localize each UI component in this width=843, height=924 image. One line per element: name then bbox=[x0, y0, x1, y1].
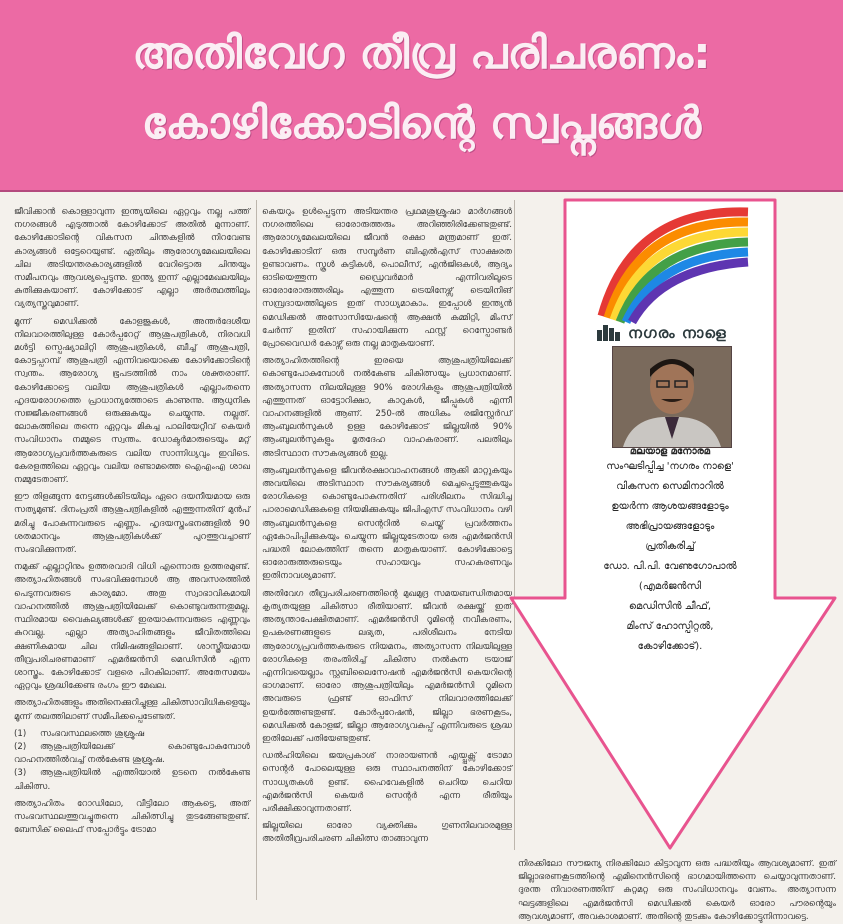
list-text: ആശുപത്രിയിൽ എത്തിയാൽ ഉടനെ നൽകേണ്ട ചികിത്സ. bbox=[14, 768, 250, 792]
article-column-2 bbox=[262, 206, 512, 896]
paragraph: അത്യാഹിതം റോഡിലോ, വീട്ടിലോ ആകട്ടെ, അത് സംഭവസ്ഥലത്തുവച്ചുതന്നെ ചികിത്സിച്ചു തുടങ്ങേണ്ടതുണ്ട്. ബേസിക് ലൈഫ് സപ്പോർട്ടും ട്രോമാ bbox=[14, 798, 250, 836]
caption-line: വികസന സെമിനാറിൽ bbox=[616, 481, 724, 492]
paragraph: ജീവിക്കാൻ കൊള്ളാവുന്ന ഇന്ത്യയിലെ ഏറ്റവും നല്ല പത്ത് നഗരങ്ങൾ എടുത്താൽ കോഴിക്കോട് അതിൽ മുന്നാണ്. കോഴിക്കോടിന്റെ വികസന ചിന്തകളിൽ നിറവേണ്ട കാര്യങ്ങൾ ഒട്ടേറെയുണ്ട്. ഏതിലും ആരോഗ്യമേഖലയിലെ ചില അടിയന്തരകാര്യങ്ങളിൽ വേറിട്ടൊരു ചിന്തയും സമീപനവും ആവശ്യപ്പെടുന്നു. ഇന്ത്യ ഇന്ന് എല്ലാമേഖലയിലും കുതിക്കുകയാണ്. കോഴിക്കോട് എല്ലാ അർത്ഥത്തിലും വ്യത്യസ്തവുമാണ്. bbox=[14, 207, 250, 310]
brand-name: നഗരം നാളെ bbox=[628, 324, 727, 342]
author-photo bbox=[612, 346, 732, 448]
paragraph: ആംബുലൻസുകളെ ജീവൻരക്ഷാവാഹനങ്ങൾ ആക്കി മാറ്റുകയും അവയിലെ അടിസ്ഥാന സൗകര്യങ്ങൾ മെച്ചപ്പെടുത്തുകയും രോഗികളെ കൊണ്ടുപോകുന്നതിന് പരിശീലനം സിദ്ധിച്ച പാരാമെഡിക്കുകളെ നിയമിക്കുകയും ജിപിഎസ് സംവിധാനം വഴി ആംബുലൻസുകളെ സെന്ററിൽ ചെയ്ത് പ്രവർത്തനം ഏകോപിപ്പിക്കുകയും ചെയ്യുന്ന ജില്ലയുടേതായ ഒരു എമർജൻസി പദ്ധതി ലോകത്തിന് തന്നെ മാതൃകയാണ്. കോഴിക്കോട്ടെ ഓരോരുത്തരുടെയും സഹായവും സഹകരണവും ഇതിനാവശ്യമാണ്. bbox=[262, 465, 512, 582]
paragraph: നിരക്കിലോ സൗജന്യ നിരക്കിലോ കിട്ടാവുന്ന ഒരു പദ്ധതിയും ആവശ്യമാണ്. ഇത് ജില്ലാഭരണകൂടത്തിന്റെ എമിനെൻസിന്റെ ഭാഗമായിത്തന്നെ ചെയ്യാവുന്നതാണ്. ദുരന്ത നിവാരണത്തിന് കുറ്റമറ്റ ഒരു സംവിധാനവും വേണം. അത്യാസന്ന ഘട്ടങ്ങളിലെ എമർജൻസി മെഡിക്കൽ കെയർ ഓരോ പൗരന്റെയും ആവശ്യമാണ്, അവകാശമാണ്. അതിന്റെ തുടക്കം കോഴിക്കോട്ടുനിന്നാവട്ടെ. bbox=[518, 859, 836, 922]
paragraph: ജില്ലയിലെ ഓരോ വ്യക്തിക്കും ഗുണനിലവാരമുള്ള അതിതീവ്രപരിചരണ ചികിത്സ താങ്ങാവുന്ന bbox=[262, 821, 512, 845]
paragraph: അതിവേഗ തീവ്രപരിചരണത്തിന്റെ മുഖമുദ്ര സമയബന്ധിതമായ കൃത്യതയുള്ള ചികിത്സാ രീതിയാണ്. ജീവൻ രക്ഷയ്ക്ക് ഇത് അത്യന്താപേക്ഷിതമാണ്. എമർജൻസി റൂമിന്റെ നവീകരണം, ഉപകരണങ്ങളുടെ ലഭ്യത, പരിശീലനം നേടിയ ആരോഗ്യപ്രവർത്തകരുടെ നിയമനം, അത്യാസന്ന നിലയിലുള്ള രോഗികളെ തരംതിരിച്ച് ചികിത്സ നൽകുന്ന ട്രയാജ് എന്നിവയെല്ലാം സ്റ്റബിലൈസേഷൻ എമർജൻസി കെയറിന്റെ ഭാഗമാണ്. ഓരോ ആശുപത്രിയിലും എമർജൻസി റൂമിനെ അവരുടെ ഫ്രണ്ട് ഓഫിസ് നിലവാരത്തിലേക്ക് ഉയർത്തേണ്ടതുണ്ട്. കോർപ്പറേഷൻ, ജില്ലാ ഭരണകൂടം, മെഡിക്കൽ കോളജ്, ജില്ലാ ആരോഗ്യവകുപ്പ് എന്നിവരുടെ ശ്രദ്ധ ഇതിലേക്ക് പതിയേണ്ടതുണ്ട്. bbox=[262, 588, 512, 744]
article-column-1 bbox=[14, 206, 250, 896]
list-number: (1) bbox=[14, 728, 27, 739]
rainbow-icon bbox=[592, 198, 752, 322]
paragraph: ഡൽഹിയിലെ ജയപ്രകാശ് നാരായണൻ എയ്പ്പക്സ് ട്രോമാ സെന്റർ പോലെയുള്ള ഒരു സ്ഥാപനത്തിന് കോഴിക്കോട് സാധ്യതകൾ ഉണ്ട്. ഹൈവേകളിൽ ചെറിയ ചെറിയ എമർജൻസി കെയർ സെന്റർ എന്ന രീതിയും പരീക്ഷിക്കാവുന്നതാണ്. bbox=[262, 751, 512, 814]
list-text: സംഭവസ്ഥലത്തെ ശുശ്രൂഷ bbox=[40, 728, 145, 739]
nagaram-nale-logo bbox=[592, 198, 752, 346]
paragraph: മൂന്ന് മെഡിക്കൽ കോളജുകൾ, അന്തർദേശീയ നിലവാരത്തിലുള്ള കോർപ്പറേറ്റ് ആശുപത്രികൾ, നിരവധി മൾട്ടി സ്പെഷ്യാലിറ്റി ആശുപത്രികൾ, ബീച്ച് ആശുപത്രി, കോട്ടപ്പറമ്പ് ആശുപത്രി എന്നിവയൊക്കെ കോഴിക്കോടിന്റെ സ്വന്തം. ആരോഗ്യ ഭൂപടത്തിൽ നാം ശക്തരാണ്. കോഴിക്കോട്ടെ വലിയ ആശുപത്രികൾ എല്ലാംതന്നെ ഹൃദയരോഗത്തെ പ്രാധാന്യത്തോടെ കാണുന്നു. ആധുനിക സജ്ജീകരണങ്ങൾ ഒരുക്കുകയും ചെയ്യുന്നു. നല്ലത്. ലോകത്തിലെ തന്നെ ഏറ്റവും മികച്ച പാലിയേറ്റീവ് കെയർ സംവിധാനം നമ്മുടെ സ്വന്തം. ഡോക്ടർമാരുടെയും മറ്റ് ആരോഗ്യപ്രവർത്തകരുടെ വലിയ സാന്നിധ്യവും ഇവിടെ. കേരളത്തിലെ ഏറ്റവും വലിയ രണ്ടാമത്തെ ഐഎംഎ ശാഖ നമ്മുടേതാണ്. bbox=[14, 316, 250, 486]
portrait-image bbox=[613, 347, 731, 447]
list-number: (3) bbox=[14, 768, 27, 779]
city-icon bbox=[596, 322, 622, 342]
headline-line-1: അതിവേഗ തീവ്ര പരിചരണം: bbox=[132, 28, 711, 79]
paragraph: അത്യാഹിതത്തിന്റെ ഇരയെ ആശുപത്രിയിലേക്ക് കൊണ്ടുപോകുമ്പോൾ നൽകേണ്ട ചികിത്സയും പ്രധാനമാണ്. അത്യാസന്ന നിലയിലുള്ള 90% രോഗികളും ആശുപത്രിയിൽ എത്തുന്നത് ഓട്ടോറിക്ഷാ, കാറുകൾ, ജീപ്പുകൾ എന്നീ വാഹനങ്ങളിൽ ആണ്. 250-ൽ അധികം രജിസ്റ്റേർഡ് ആംബുലൻസുകൾ ഉള്ള കോഴിക്കോട് ജില്ലയിൽ 90% ആംബുലൻസുകളും മൃതദേഹ വാഹകരാണ്. പലതിലും അടിസ്ഥാന സൗകര്യങ്ങൾ ഇല്ല. bbox=[262, 356, 512, 459]
list-item bbox=[14, 741, 250, 767]
paragraph: കെയറും ഉൾപ്പെടുന്ന അടിയന്തര പ്രഥമശുശ്രൂഷാ മാർഗങ്ങൾ നഗരത്തിലെ ഓരോരുത്തരും അറിഞ്ഞിരിക്കേണ്ടതുണ്ട്. ആരോഗ്യമേഖലയിലെ ജീവൻ രക്ഷാ മന്ത്രമാണ് ഇത്. കോഴിക്കോടിന് ഒരു സമ്പൂർണ ബിഎൽഎസ് സാക്ഷരത ഉണ്ടാവണം. സ്കൂൾ കുട്ടികൾ, പൊലീസ്, എൻജിഒകൾ, ആദ്യം ഓടിയെത്തുന്ന ഡ്രൈവർമാർ എന്നിവരിലൂടെ ഓരോരോരുത്തരിലും എത്തുന്ന ട്രെയിനേഴ്സ് ട്രെയിനിങ് സമ്പ്രദായത്തിലൂടെ ഇത് സാധ്യമാകാം. ഇപ്പോൾ ഇന്ത്യൻ മെഡിക്കൽ അസോസിയേഷന്റെ ആക്ഷൻ കമ്മിറ്റി, മിംസ് ചേർന്ന് ഇതിന് സഹായിക്കുന്ന ഫസ്റ്റ് റെസ്പോണ്ടർ പ്രോവൈഡർ കോഴ്സ് ഒരു നല്ല മാതൃകയാണ്. bbox=[262, 207, 512, 350]
caption-line: മെഡിസിൻ ചീഫ്, bbox=[628, 601, 712, 612]
caption-line: സംഘടിപ്പിച്ച 'നഗരം നാളെ' bbox=[606, 461, 734, 472]
list-text: ആശുപത്രിയിലേക്ക് കൊണ്ടുപോകുമ്പോൾ വാഹനത്തിൽവച്ച് നൽകേണ്ട ശുശ്രൂഷ. bbox=[14, 741, 250, 766]
paragraph: നമുക്ക് എല്ലാറ്റിനും ഉത്തരവാദി വിധി എന്നൊരു ഉത്തരമുണ്ട്. അത്യാഹിതങ്ങൾ സംഭവിക്കുമ്പോൾ ആ അവസരത്തിൽ പെടുന്നവരുടെ കാര്യമോ. അതു സ്വാഭാവികമായി വാഹനത്തിൽ ആശുപത്രിയിലേക്ക് കൊണ്ടുവരുന്നതുമല്ല. സ്ഥിരമായ വൈകല്യങ്ങൾക്ക് ഇരയാകുന്നവരുടെ എണ്ണവും കുറവല്ല. എല്ലാ അത്യാഹിതങ്ങളും ജീവിതത്തിലെ ക്ഷണികമായ ചില നിമിഷങ്ങളിലാണ്. ശാസ്ത്രീയമായ തീവ്രപരിചരണമാണ് എമർജൻസി മെഡിസിൻ എന്ന ശാസ്ത്രം. കോഴിക്കോട് വളരെ പിറകിലാണ്. അതേസമയം ഏറ്റവും ശ്രദ്ധിക്കേണ്ട രംഗം ഈ മേഖല. bbox=[14, 562, 250, 692]
caption-line: ഉയർന്ന ആശയങ്ങളോടും bbox=[611, 501, 729, 512]
list-number: (2) bbox=[14, 741, 27, 752]
caption-line: അഭിപ്രായങ്ങളോടും bbox=[625, 521, 715, 532]
headline-line-2: കോഴിക്കോടിന്റെ സ്വപ്നങ്ങൾ bbox=[141, 98, 702, 149]
caption-line: ഡോ. പി.പി. വേണുഗോപാൽ bbox=[603, 561, 737, 572]
list-item bbox=[14, 767, 250, 793]
column-divider bbox=[256, 200, 257, 900]
caption-line: മലയാള മനോരമ bbox=[629, 446, 711, 457]
photo-caption bbox=[560, 444, 780, 654]
list-item bbox=[14, 728, 250, 741]
caption-line: മിംസ് ഹോസ്പിറ്റൽ, bbox=[626, 621, 714, 632]
caption-line: (എമർജൻസി bbox=[638, 581, 702, 592]
paragraph: അത്യാഹിതങ്ങളും അതിനെക്കുറിച്ചുള്ള ചികിത്സാവിധികളെയും മൂന്ന് തലത്തിലാണ് സമീപിക്കപ്പെടേണ്ടത്. bbox=[14, 698, 250, 722]
paragraph: ഈ തിളങ്ങുന്ന നേട്ടങ്ങൾക്കിടയിലും ഏറെ ദയനീയമായ ഒരു സത്യമുണ്ട്. ദിനംപ്രതി ആശുപത്രികളിൽ എത്തുന്നതിന് മുൻപ് മരിച്ചു പോകുന്നവരുടെ എണ്ണം. ഹൃദയസ്തംഭനങ്ങളിൽ 90 ശതമാനവും ആശുപത്രികൾക്ക് പുറത്തുവച്ചാണ് സംഭവിക്കുന്നത്. bbox=[14, 492, 250, 556]
numbered-list bbox=[14, 728, 250, 794]
caption-line: പ്രതികരിച്ച് bbox=[645, 541, 695, 552]
caption-line: കോഴിക്കോട്). bbox=[637, 641, 703, 652]
article-column-3 bbox=[518, 858, 836, 922]
